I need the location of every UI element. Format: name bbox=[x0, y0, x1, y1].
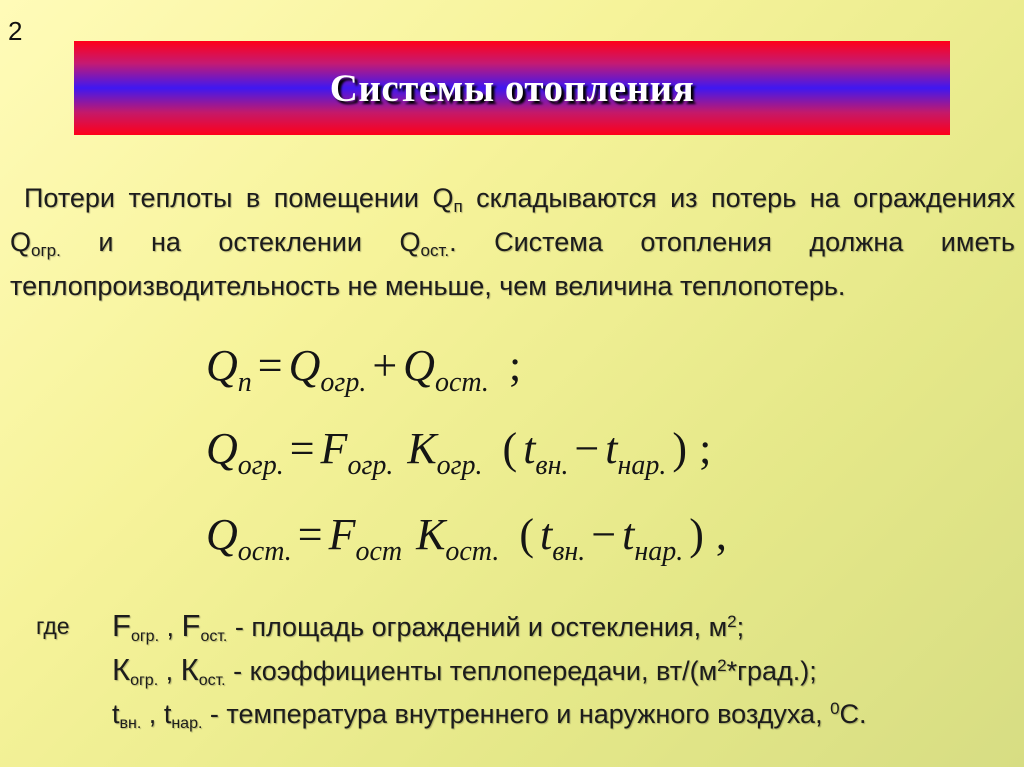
subscript: вн. bbox=[552, 536, 586, 567]
symbol: Q bbox=[206, 424, 238, 473]
subscript: огр. bbox=[130, 628, 160, 645]
formula-total-heat-loss bbox=[206, 340, 527, 398]
subscript: ост. bbox=[198, 672, 226, 689]
subscript: нар. bbox=[617, 450, 667, 481]
separator: , bbox=[141, 699, 164, 729]
title-banner bbox=[74, 41, 950, 135]
bracket: ) bbox=[672, 424, 688, 473]
paragraph-text: и на остеклении Q bbox=[60, 227, 421, 257]
definition-tail: ; bbox=[736, 612, 745, 642]
subscript: огр. bbox=[237, 450, 284, 481]
operator: + bbox=[372, 341, 398, 390]
slide-number: 2 bbox=[8, 16, 23, 46]
symbol: F bbox=[328, 510, 356, 559]
symbol: Q bbox=[206, 510, 238, 559]
subscript: огр. bbox=[31, 241, 61, 260]
bracket: ( bbox=[519, 510, 535, 559]
symbol: t bbox=[523, 424, 536, 473]
symbol: F bbox=[320, 424, 348, 473]
subscript: ост. bbox=[434, 367, 489, 398]
definition-body bbox=[112, 604, 744, 649]
formula-wall-heat-loss bbox=[206, 423, 717, 481]
page-title: Системы отопления bbox=[329, 66, 695, 110]
symbol: К bbox=[407, 424, 437, 473]
subscript: нар. bbox=[634, 536, 684, 567]
symbol: t bbox=[540, 510, 553, 559]
separator: , bbox=[158, 656, 181, 686]
symbol: Q bbox=[206, 341, 238, 390]
subscript: нар. bbox=[171, 715, 203, 732]
operator: − bbox=[574, 424, 600, 473]
symbol: t bbox=[163, 699, 172, 729]
symbol: К bbox=[180, 652, 199, 687]
symbol: К bbox=[416, 510, 446, 559]
where-label: где bbox=[36, 613, 70, 639]
paragraph-text: Потери теплоты в помещении Q bbox=[24, 183, 454, 213]
paragraph-text: . Система отопления должна иметь теплопроизводительность не меньше, чем величина теплопотерь. bbox=[10, 227, 1015, 301]
separator: , bbox=[159, 612, 182, 642]
definition-tail: *град.); bbox=[726, 656, 817, 686]
subscript: п bbox=[453, 197, 463, 216]
subscript: огр. bbox=[347, 450, 394, 481]
superscript: 2 bbox=[727, 612, 737, 631]
operator: = bbox=[289, 424, 315, 473]
operator: = bbox=[297, 510, 323, 559]
superscript: 2 bbox=[717, 656, 727, 675]
symbol: t bbox=[622, 510, 635, 559]
operator: − bbox=[591, 510, 617, 559]
bracket: ( bbox=[502, 424, 518, 473]
paragraph-text: складываются из потерь на ограждениях Q bbox=[10, 183, 1015, 257]
operator: = bbox=[257, 341, 283, 390]
formula-glazing-heat-loss bbox=[206, 509, 733, 567]
subscript: огр. bbox=[436, 450, 483, 481]
subscript: огр. bbox=[320, 367, 367, 398]
subscript: ост. bbox=[420, 241, 450, 260]
subscript: ост. bbox=[200, 628, 228, 645]
subscript: ост bbox=[355, 536, 403, 567]
symbol: t bbox=[605, 424, 618, 473]
symbol: F bbox=[112, 608, 131, 643]
superscript: 0 bbox=[830, 699, 840, 718]
punctuation: ; bbox=[699, 424, 712, 473]
subscript: вн. bbox=[535, 450, 569, 481]
subscript: ост. bbox=[445, 536, 500, 567]
subscript: огр. bbox=[130, 672, 159, 689]
symbol: t bbox=[112, 699, 120, 729]
subscript: ост. bbox=[237, 536, 292, 567]
subscript: вн. bbox=[119, 715, 142, 732]
definition-tail: С. bbox=[839, 699, 867, 729]
symbol: Q bbox=[288, 341, 321, 390]
bracket: ) bbox=[689, 510, 704, 559]
symbol: F bbox=[181, 608, 201, 643]
definition-text: - коэффициенты теплопередачи, вт/(м bbox=[225, 656, 718, 686]
punctuation: ; bbox=[508, 341, 522, 390]
symbol: Q bbox=[403, 341, 435, 390]
definition-text: - площадь ограждений и остекления, м bbox=[227, 612, 728, 642]
punctuation: , bbox=[715, 510, 727, 559]
symbol: К bbox=[112, 652, 131, 687]
definition-body bbox=[112, 692, 867, 736]
subscript: п bbox=[237, 367, 252, 398]
definition-text: - температура внутреннего и наружного воздуха, bbox=[202, 699, 831, 729]
definition-body bbox=[112, 648, 817, 693]
intro-paragraph bbox=[10, 176, 1015, 308]
